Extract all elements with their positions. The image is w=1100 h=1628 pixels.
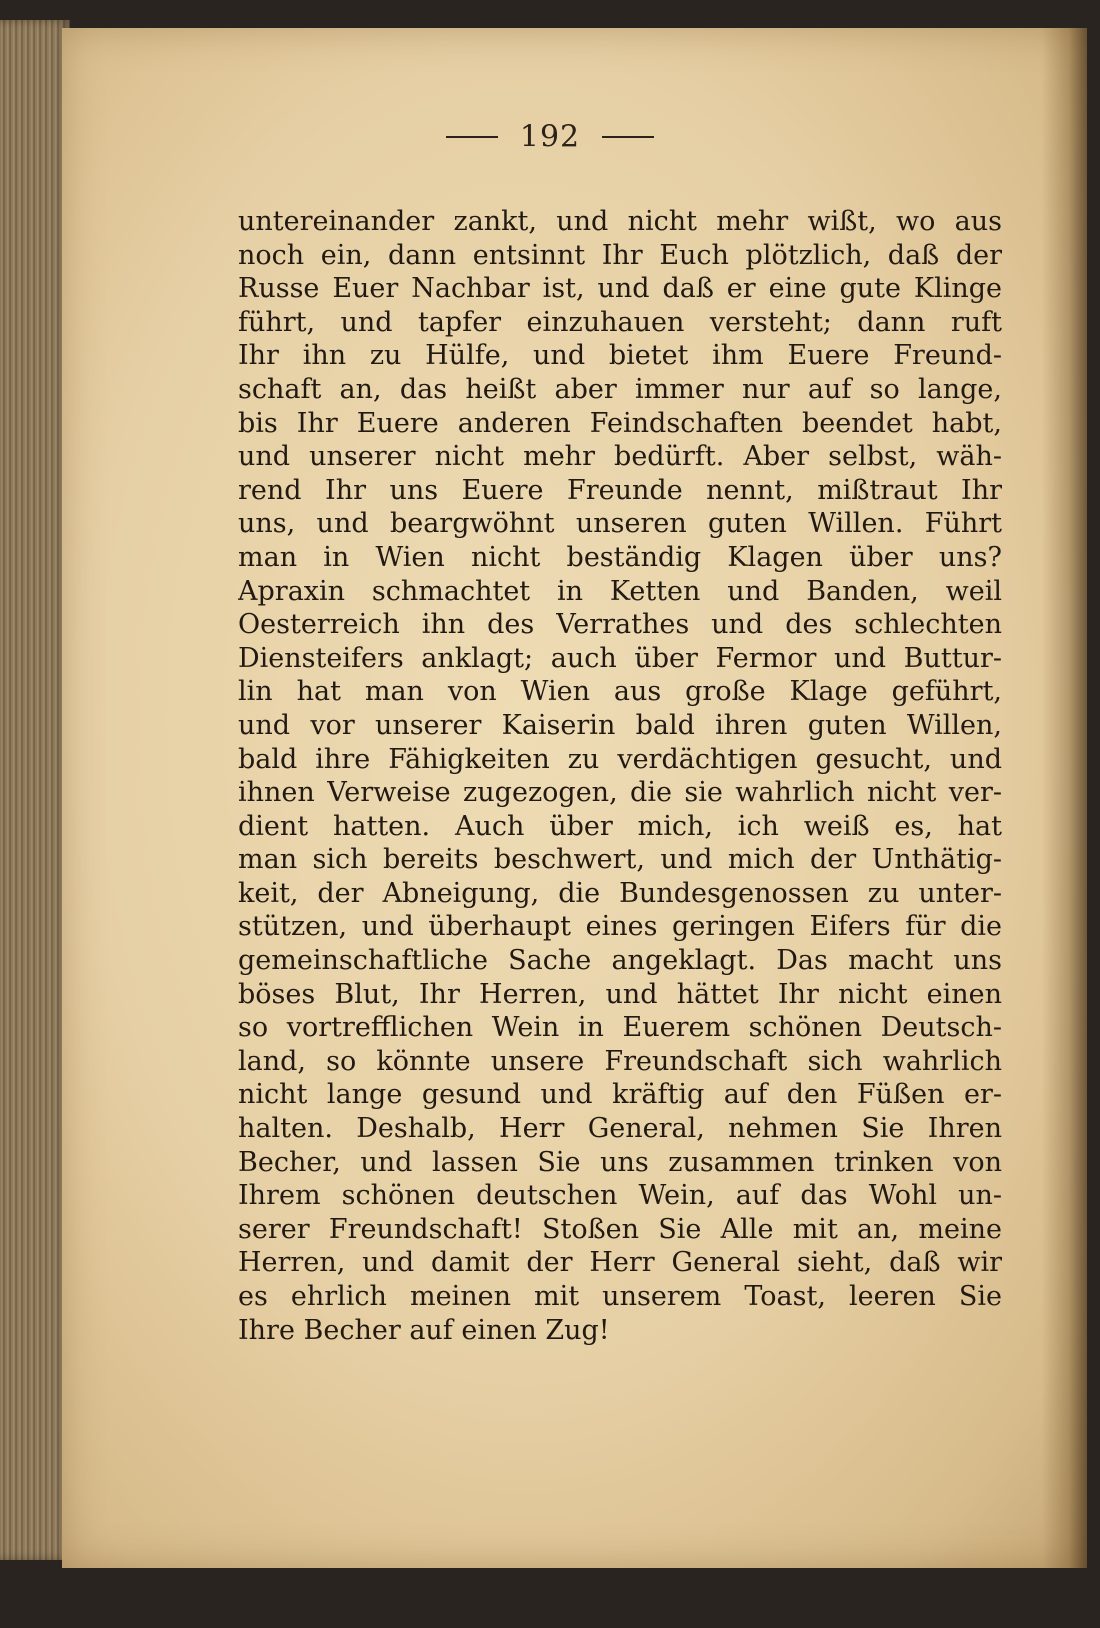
body-text — [238, 205, 1002, 1347]
text-line: bis Ihr Euere anderen Feindschaften beendet habt, — [238, 407, 1002, 439]
text-line: und unserer nicht mehr bedürft. Aber selbst, wäh- — [238, 441, 1002, 473]
text-line: uns, und beargwöhnt unseren guten Willen. Führt — [238, 508, 1002, 540]
text-line: man sich bereits beschwert, und mich der Unthätig- — [238, 844, 1002, 876]
text-line: führt, und tapfer einzuhauen versteht; dann ruft — [238, 306, 1002, 338]
text-line: ihnen Verweise zugezogen, die sie wahrlich nicht ver- — [238, 777, 1002, 809]
text-line: Diensteifers anklagt; auch über Fermor und Buttur- — [238, 642, 1002, 674]
text-line: es ehrlich meinen mit unserem Toast, leeren Sie — [238, 1281, 1002, 1312]
text-line: dient hatten. Auch über mich, ich weiß es, hat — [238, 810, 1002, 842]
text-line: Ihrem schönen deutschen Wein, auf das Wohl un- — [238, 1180, 1002, 1212]
header-dash-left — [446, 136, 498, 138]
text-line: keit, der Abneigung, die Bundesgenossen zu unter- — [238, 877, 1002, 909]
text-line: lin hat man von Wien aus große Klage geführt, — [238, 676, 1002, 708]
text-line: Becher, und lassen Sie uns zusammen trinken von — [238, 1146, 1002, 1178]
text-line: nicht lange gesund und kräftig auf den Füßen er- — [238, 1079, 1002, 1111]
text-line: rend Ihr uns Euere Freunde nennt, mißtraut Ihr — [238, 474, 1002, 506]
left-page-edges — [0, 20, 70, 1560]
page-header — [0, 118, 1100, 155]
text-line: so vortrefflichen Wein in Euerem schönen Deutsch- — [238, 1012, 1002, 1044]
text-line: land, so könnte unsere Freundschaft sich wahrlich — [238, 1045, 1002, 1077]
text-line: böses Blut, Ihr Herren, und hättet Ihr nicht einen — [238, 978, 1002, 1010]
text-line: Herren, und damit der Herr General sieht, daß wir — [238, 1247, 1002, 1279]
text-line: halten. Deshalb, Herr General, nehmen Sie Ihren — [238, 1113, 1002, 1145]
text-line: und vor unserer Kaiserin bald ihren guten Willen, — [238, 709, 1002, 741]
page-number: 192 — [519, 119, 581, 155]
text-line: untereinander zankt, und nicht mehr wißt, wo aus — [238, 206, 1002, 237]
header-dash-right — [602, 136, 654, 138]
text-line: Russe Euer Nachbar ist, und daß er eine gute Klinge — [238, 273, 1002, 305]
text-line: noch ein, dann entsinnt Ihr Euch plötzlich, daß der — [238, 239, 1002, 271]
text-line: Ihre Becher auf einen Zug! — [238, 1314, 610, 1346]
text-line: Oesterreich ihn des Verrathes und des schlechten — [238, 609, 1002, 641]
text-line: bald ihre Fähigkeiten zu verdächtigen gesucht, und — [238, 743, 1002, 775]
text-line: schaft an, das heißt aber immer nur auf so lange, — [238, 373, 1002, 405]
text-line: stützen, und überhaupt eines geringen Eifers für die — [238, 911, 1002, 943]
text-line: man in Wien nicht beständig Klagen über uns? — [238, 541, 1002, 573]
text-line: serer Freundschaft! Stoßen Sie Alle mit an, meine — [238, 1213, 1002, 1245]
text-line: Ihr ihn zu Hülfe, und bietet ihm Euere Freund- — [238, 340, 1002, 372]
text-line: Apraxin schmachtet in Ketten und Banden, weil — [238, 575, 1002, 607]
text-line: gemeinschaftliche Sache angeklagt. Das macht uns — [238, 945, 1002, 977]
page-gutter-shadow — [1042, 28, 1087, 1568]
